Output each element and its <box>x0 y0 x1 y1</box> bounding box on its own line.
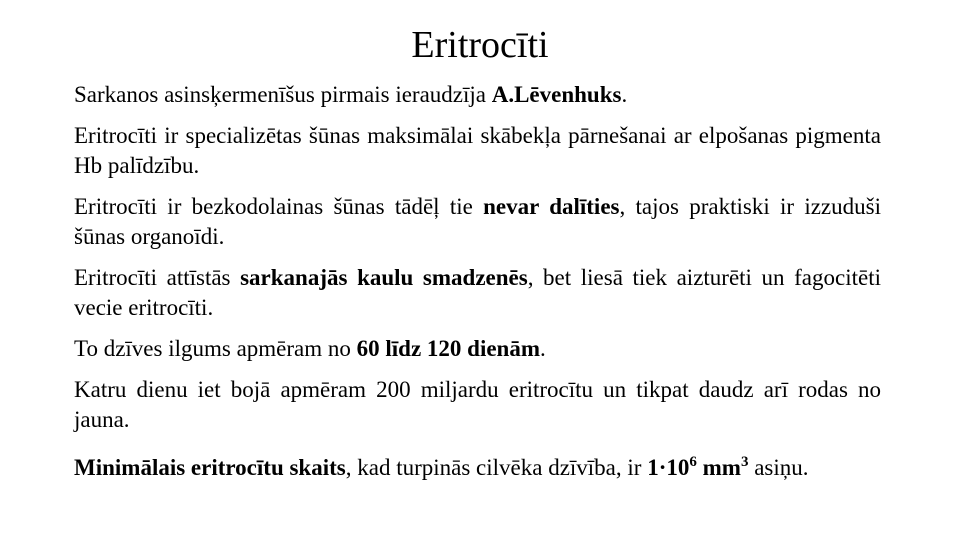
text-span: Eritrocīti ir specializētas šūnas maksimālai skābekļa pārnešanai ar elpošanas pigmenta Hb palīdzību. <box>74 123 881 178</box>
bold-text: Minimālais eritrocītu skaits <box>74 455 346 480</box>
bold-text <box>647 455 748 480</box>
text-span: . <box>621 82 628 107</box>
text-span: To dzīves ilgums apmēram no <box>74 336 357 361</box>
text-span: asiņu. <box>748 455 809 480</box>
text-span: , kad turpinās cilvēka dzīvība, ir <box>345 455 648 480</box>
page-title: Eritrocīti <box>411 24 549 66</box>
text-span: Eritrocīti ir bezkodolainas šūnas tādēļ tie <box>74 194 484 219</box>
text-span: , tajos praktiski ir izzuduši šūnas organoīdi. <box>74 194 881 249</box>
text-span: , bet liesā tiek aizturēti un fagocitēti vecie eritrocīti. <box>74 265 881 320</box>
text-span: Eritrocīti attīstās <box>74 265 241 290</box>
paragraph-function <box>74 121 881 181</box>
formula-unit: mm <box>696 455 741 480</box>
text-span: Sarkanos asinsķermenīšus pirmais ieraudzīja <box>74 82 492 107</box>
content-body <box>74 80 881 494</box>
bold-text: sarkanajās kaulu smadzenēs <box>240 265 528 290</box>
paragraph-discovery <box>74 80 881 110</box>
bold-text: 60 līdz 120 dienām <box>356 336 541 361</box>
paragraph-turnover <box>74 375 881 435</box>
paragraph-lifespan <box>74 334 881 364</box>
formula-exponent: 6 <box>689 454 697 470</box>
bold-text: nevar dalīties <box>483 194 620 219</box>
text-span: Katru dienu iet bojā apmēram 200 miljardu eritrocītu un tikpat daudz arī rodas no jauna. <box>74 377 881 432</box>
bold-text: A.Lēvenhuks <box>491 82 622 107</box>
text-span: . <box>540 336 546 361</box>
paragraph-structure <box>74 192 881 252</box>
paragraph-origin <box>74 263 881 323</box>
paragraph-minimum-count <box>74 453 881 483</box>
formula-base: 1·10 <box>647 455 690 480</box>
unit-exponent: 3 <box>740 454 749 470</box>
